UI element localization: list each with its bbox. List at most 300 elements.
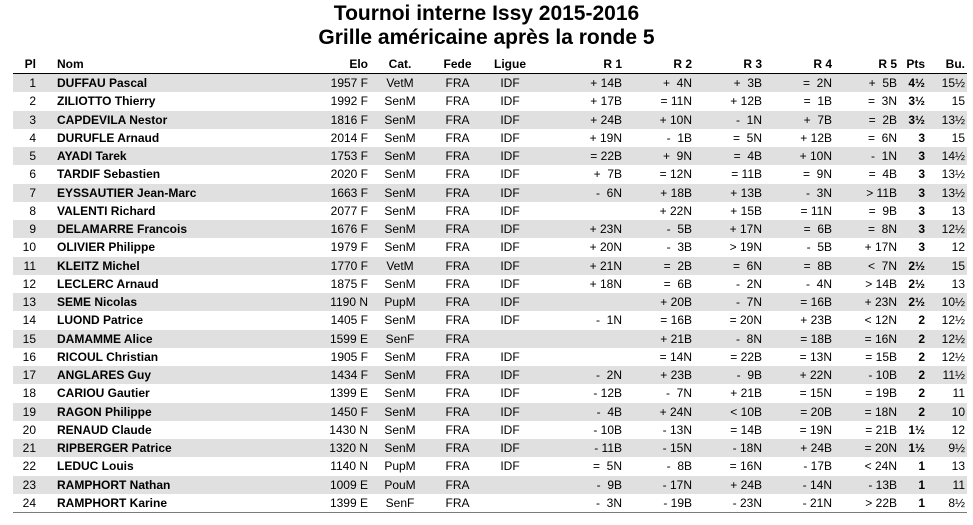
col-header-points: Pts: [897, 54, 927, 74]
cell-round-4: = 11N: [800, 203, 832, 218]
cell-category: SenM: [384, 276, 416, 291]
cell-round-5: - 1N: [832, 147, 897, 165]
cell-league: IDF: [500, 276, 520, 291]
table-row: [13, 366, 967, 384]
cell-category: SenM: [370, 366, 430, 384]
cell-round-1: + 7B: [593, 167, 622, 182]
cell-round-5: = 3N: [867, 94, 897, 109]
cell-round-2: - 15N: [622, 439, 692, 457]
cell-federation: FRA: [445, 276, 470, 291]
cell-buchholz: 11½: [927, 366, 967, 384]
cell-federation: FRA: [430, 403, 485, 421]
cell-category: SenM: [370, 403, 430, 421]
cell-round-5: > 11B: [832, 184, 897, 202]
cell-round-4: = 20B: [762, 403, 832, 421]
cell-buchholz: 12½: [927, 330, 967, 348]
cell-league: IDF: [500, 240, 520, 255]
cell-round-5: = 19B: [865, 386, 897, 401]
cell-place: 24: [22, 495, 36, 510]
cell-buchholz: 12½: [941, 349, 965, 364]
cell-points: 3: [918, 130, 925, 145]
cell-league: IDF: [500, 203, 520, 218]
cell-buchholz: 13: [951, 276, 965, 291]
cell-elo: 1434 F: [313, 366, 370, 384]
cell-round-1: [535, 348, 622, 366]
page-title: Tournoi interne Issy 2015-2016: [333, 2, 640, 25]
col-header-buchholz: Bu.: [927, 54, 967, 74]
cell-round-1: [535, 330, 622, 348]
cell-points: 3: [897, 147, 927, 165]
cell-place: 7: [13, 184, 40, 202]
cell-round-3: = 6N: [692, 257, 762, 275]
cell-elo: 1905 F: [330, 349, 368, 364]
cell-league: IDF: [500, 313, 520, 328]
cell-elo: 1450 F: [313, 403, 370, 421]
cell-federation: FRA: [430, 220, 485, 238]
cell-round-3: - 7N: [692, 293, 762, 311]
cell-round-2: + 24N: [622, 403, 692, 421]
cell-round-3: = 11B: [731, 167, 762, 182]
cell-points: 2: [897, 330, 927, 348]
table-row: [13, 384, 967, 402]
cell-points: 2½: [897, 257, 927, 275]
cell-place: 3: [13, 111, 40, 129]
cell-round-5: = 9B: [868, 203, 897, 218]
cell-round-1: - 10B: [593, 422, 622, 437]
table-row: [13, 439, 967, 457]
cell-round-4: = 16B: [762, 293, 832, 311]
cell-category: SenM: [370, 147, 430, 165]
cell-federation: FRA: [430, 184, 485, 202]
cell-round-2: - 7N: [665, 386, 692, 401]
cell-buchholz: 13: [951, 459, 965, 474]
cell-elo: 2020 F: [330, 167, 368, 182]
cell-buchholz: 12½: [941, 313, 965, 328]
cell-round-5: < 24N: [864, 459, 897, 474]
table-row: [13, 92, 967, 110]
cell-league: IDF: [485, 74, 535, 93]
cell-player-name: LEDUC Louis: [57, 459, 134, 474]
cell-federation: FRA: [445, 167, 470, 182]
cell-round-4: = 19N: [799, 422, 832, 437]
cell-place: 8: [29, 203, 36, 218]
cell-federation: FRA: [430, 476, 485, 494]
cell-federation: FRA: [430, 74, 485, 93]
cell-player-name: KLEITZ Michel: [40, 257, 313, 275]
cell-points: 2½: [897, 293, 927, 311]
cell-points: 2: [897, 366, 927, 384]
table-row: [13, 311, 967, 329]
cell-round-1: + 14B: [535, 74, 622, 93]
cell-round-1: - 1N: [595, 313, 622, 328]
cell-category: VetM: [370, 74, 430, 93]
cell-round-2: = 12N: [659, 167, 692, 182]
table-row: [13, 129, 967, 147]
cell-player-name: RAGON Philippe: [40, 403, 313, 421]
cell-round-2: + 10N: [622, 111, 692, 129]
cell-round-1: [535, 202, 622, 220]
cell-round-1: + 19N: [589, 130, 622, 145]
cell-round-2: + 21B: [622, 330, 692, 348]
cell-buchholz: 8½: [948, 495, 965, 510]
cell-round-3: = 5N: [732, 130, 762, 145]
cell-round-1: + 24B: [535, 111, 622, 129]
table-row: [13, 257, 967, 275]
cell-elo: 1992 F: [330, 94, 368, 109]
cell-place: 21: [13, 439, 40, 457]
cell-round-4: + 12B: [800, 130, 832, 145]
cell-round-1: + 18N: [589, 276, 622, 291]
cell-category: SenM: [384, 349, 416, 364]
cell-round-5: > 14B: [865, 276, 897, 291]
cell-elo: 1599 E: [313, 330, 370, 348]
cell-buchholz: 15: [927, 257, 967, 275]
cell-round-5: + 23N: [832, 293, 897, 311]
cell-points: 3: [897, 184, 927, 202]
cell-place: 9: [13, 220, 40, 238]
cell-elo: 1676 F: [313, 220, 370, 238]
cell-round-1: - 6N: [535, 184, 622, 202]
cell-buchholz: 11: [952, 386, 965, 401]
cell-federation: FRA: [445, 386, 470, 401]
table-row: [13, 74, 967, 93]
cell-round-3: - 1N: [692, 111, 762, 129]
cell-category: SenF: [385, 495, 415, 510]
cell-federation: FRA: [445, 495, 470, 510]
cell-round-4: + 7B: [762, 111, 832, 129]
cell-round-4: - 14N: [762, 476, 832, 494]
col-header-round-2: R 2: [622, 54, 692, 74]
cell-points: 3½: [908, 94, 925, 109]
cell-round-4: = 8B: [762, 257, 832, 275]
cell-round-2: + 22N: [659, 203, 692, 218]
cell-player-name: CAPDEVILA Nestor: [40, 111, 313, 129]
cell-federation: FRA: [445, 459, 470, 474]
cell-round-1: - 9B: [535, 476, 622, 494]
cell-federation: FRA: [445, 240, 470, 255]
cell-points: 2: [897, 403, 927, 421]
cell-round-5: - 10B: [832, 366, 897, 384]
cell-buchholz: 9½: [927, 439, 967, 457]
cell-buchholz: 10½: [927, 293, 967, 311]
cell-elo: 1770 F: [313, 257, 370, 275]
cell-category: SenM: [384, 386, 416, 401]
cell-elo: 1405 F: [330, 313, 368, 328]
cell-round-3: = 16N: [729, 459, 762, 474]
cell-round-3: = 4B: [692, 147, 762, 165]
cell-points: 2: [918, 386, 925, 401]
cell-place: 13: [13, 293, 40, 311]
cell-place: 1: [13, 74, 40, 93]
cell-place: 6: [29, 167, 36, 182]
cell-round-1: - 3N: [595, 495, 622, 510]
cell-round-3: = 20N: [729, 313, 762, 328]
cell-round-4: - 17B: [803, 459, 832, 474]
cell-round-3: + 24B: [692, 476, 762, 494]
table-header-row: [13, 54, 967, 74]
table-row: [13, 421, 967, 439]
cell-round-1: + 17B: [590, 94, 622, 109]
cell-federation: FRA: [445, 130, 470, 145]
cell-round-2: + 9N: [622, 147, 692, 165]
cell-federation: FRA: [430, 366, 485, 384]
cell-player-name: LUOND Patrice: [57, 313, 144, 328]
cell-player-name: DURUFLE Arnaud: [57, 130, 160, 145]
cell-round-5: - 13B: [832, 476, 897, 494]
cell-round-2: = 16B: [660, 313, 692, 328]
cell-round-2: - 1B: [666, 130, 692, 145]
cell-elo: 1190 N: [313, 293, 370, 311]
cell-federation: FRA: [430, 257, 485, 275]
cell-round-3: + 15B: [730, 203, 762, 218]
cell-place: 16: [22, 349, 36, 364]
cell-round-3: + 12B: [730, 94, 762, 109]
cell-buchholz: 13½: [927, 184, 967, 202]
cell-category: VetM: [370, 257, 430, 275]
table-row: [13, 220, 967, 238]
cell-player-name: TARDIF Sebastien: [57, 167, 161, 182]
cell-place: 20: [22, 422, 36, 437]
cell-round-2: + 20B: [622, 293, 692, 311]
col-header-elo: Elo: [313, 54, 370, 74]
col-header-category: Cat.: [370, 54, 430, 74]
cell-round-4: = 13N: [799, 349, 832, 364]
cell-federation: FRA: [430, 111, 485, 129]
cell-federation: FRA: [445, 349, 470, 364]
cell-points: 1: [918, 459, 925, 474]
cell-round-4: + 10N: [762, 147, 832, 165]
cell-place: 14: [22, 313, 36, 328]
cell-league: IDF: [500, 130, 520, 145]
cell-buchholz: 12: [951, 422, 965, 437]
cell-round-1: + 21N: [535, 257, 622, 275]
cell-category: SenM: [384, 313, 416, 328]
cell-round-5: = 15B: [865, 349, 897, 364]
cell-buchholz: 11: [927, 476, 967, 494]
table-row: [13, 165, 967, 183]
table-row: [13, 457, 967, 475]
cell-round-5: < 12N: [864, 313, 897, 328]
cell-elo: 1816 F: [313, 111, 370, 129]
standings-table: [13, 54, 967, 513]
cell-points: 3: [897, 220, 927, 238]
cell-elo: 1753 F: [313, 147, 370, 165]
cell-round-4: + 24B: [762, 439, 832, 457]
cell-round-5: > 22B: [865, 495, 897, 510]
cell-player-name: OLIVIER Philippe: [57, 240, 156, 255]
table-row: [13, 494, 967, 513]
cell-round-5: = 4B: [868, 167, 897, 182]
col-header-round-5: R 5: [832, 54, 897, 74]
cell-buchholz: 15: [951, 94, 965, 109]
cell-round-3: + 21B: [730, 386, 762, 401]
col-header-federation: Fede: [430, 54, 485, 74]
cell-player-name: RAMPHORT Karine: [57, 495, 168, 510]
cell-elo: 1140 N: [330, 459, 368, 474]
cell-league: IDF: [500, 349, 520, 364]
cell-points: 4½: [897, 74, 927, 93]
cell-round-4: = 6B: [762, 220, 832, 238]
cell-league: IDF: [485, 403, 535, 421]
cell-round-3: = 14B: [730, 422, 762, 437]
table-row: [13, 202, 967, 220]
cell-place: 12: [22, 276, 36, 291]
cell-federation: FRA: [430, 439, 485, 457]
cell-league: IDF: [500, 459, 520, 474]
cell-category: SenM: [384, 167, 416, 182]
cell-round-1: - 11B: [535, 439, 622, 457]
cell-elo: 1320 N: [313, 439, 370, 457]
cell-round-2: + 23B: [622, 366, 692, 384]
cell-round-2: = 6B: [663, 276, 692, 291]
cell-place: 23: [13, 476, 40, 494]
cell-category: PupM: [384, 459, 416, 474]
cell-round-4: - 21N: [802, 495, 832, 510]
page-subtitle: Grille américaine après la ronde 5: [318, 26, 655, 49]
cell-points: 3: [918, 203, 925, 218]
cell-round-4: - 3N: [762, 184, 832, 202]
cell-round-3: - 9B: [692, 366, 762, 384]
cell-buchholz: 12½: [927, 220, 967, 238]
cell-federation: FRA: [445, 203, 470, 218]
cell-category: SenM: [384, 94, 416, 109]
cell-league: IDF: [485, 147, 535, 165]
cell-round-3: + 13B: [692, 184, 762, 202]
cell-player-name: DUFFAU Pascal: [40, 74, 313, 93]
cell-category: SenF: [370, 330, 430, 348]
cell-place: 4: [29, 130, 36, 145]
cell-category: PouM: [370, 476, 430, 494]
cell-round-1: = 22B: [535, 147, 622, 165]
table-row: [13, 293, 967, 311]
cell-round-1: - 2N: [535, 366, 622, 384]
cell-elo: 1957 F: [313, 74, 370, 93]
cell-player-name: VALENTI Richard: [57, 203, 156, 218]
cell-buchholz: 15: [951, 130, 965, 145]
cell-league: IDF: [500, 167, 520, 182]
cell-place: 18: [22, 386, 36, 401]
cell-league: IDF: [485, 293, 535, 311]
table-row: [13, 330, 967, 348]
cell-points: 1: [918, 495, 925, 510]
cell-round-2: - 17N: [622, 476, 692, 494]
cell-elo: 1399 E: [329, 495, 368, 510]
cell-player-name: EYSSAUTIER Jean-Marc: [40, 184, 313, 202]
cell-round-5: = 21B: [865, 422, 897, 437]
cell-round-2: - 3B: [666, 240, 692, 255]
table-row: [13, 111, 967, 129]
cell-round-3: < 10B: [692, 403, 762, 421]
cell-elo: 1663 F: [313, 184, 370, 202]
cell-round-2: - 19B: [663, 495, 692, 510]
cell-federation: FRA: [445, 422, 470, 437]
cell-league: IDF: [485, 257, 535, 275]
cell-league: [485, 476, 535, 494]
cell-league: IDF: [500, 422, 520, 437]
cell-points: 3: [918, 167, 925, 182]
table-row: [13, 275, 967, 293]
table-row: [13, 476, 967, 494]
cell-round-2: = 11N: [660, 94, 692, 109]
cell-round-3: - 2N: [735, 276, 762, 291]
cell-federation: FRA: [430, 147, 485, 165]
cell-round-1: - 12B: [593, 386, 622, 401]
col-header-name: Nom: [40, 54, 313, 74]
cell-league: IDF: [485, 184, 535, 202]
cell-round-4: = 18B: [762, 330, 832, 348]
cell-round-1: + 20N: [589, 240, 622, 255]
cell-round-4: + 23B: [800, 313, 832, 328]
cell-player-name: RENAUD Claude: [57, 422, 152, 437]
cell-player-name: RIPBERGER Patrice: [40, 439, 313, 457]
cell-round-3: + 3B: [692, 74, 762, 93]
cell-elo: 1009 E: [313, 476, 370, 494]
cell-category: PupM: [370, 293, 430, 311]
cell-round-3: + 17N: [692, 220, 762, 238]
cell-player-name: ANGLARES Guy: [40, 366, 313, 384]
cell-player-name: DELAMARRE Francois: [40, 220, 313, 238]
cell-buchholz: 10: [927, 403, 967, 421]
cell-league: IDF: [485, 439, 535, 457]
cell-round-2: - 5B: [622, 220, 692, 238]
cell-round-2: = 14N: [659, 349, 692, 364]
cell-elo: 2077 F: [330, 203, 368, 218]
cell-player-name: AYADI Tarek: [40, 147, 313, 165]
cell-round-2: - 13N: [662, 422, 692, 437]
cell-points: 1: [897, 476, 927, 494]
cell-round-5: = 18N: [832, 403, 897, 421]
cell-category: SenM: [370, 220, 430, 238]
cell-points: 1½: [908, 422, 925, 437]
cell-player-name: LECLERC Arnaud: [57, 276, 159, 291]
cell-player-name: DAMAMME Alice: [40, 330, 313, 348]
cell-points: 1½: [897, 439, 927, 457]
cell-league: IDF: [485, 366, 535, 384]
cell-place: 2: [29, 94, 36, 109]
cell-elo: 1430 N: [329, 422, 368, 437]
cell-round-3: - 8N: [692, 330, 762, 348]
cell-round-5: + 5B: [832, 74, 897, 93]
col-header-league: Ligue: [485, 54, 535, 74]
cell-federation: FRA: [445, 94, 470, 109]
cell-place: 5: [13, 147, 40, 165]
cell-round-2: - 8B: [666, 459, 692, 474]
cell-buchholz: 15½: [927, 74, 967, 93]
table-row: [13, 403, 967, 421]
cell-buchholz: 12: [951, 240, 965, 255]
table-row: [13, 147, 967, 165]
cell-points: 2: [918, 313, 925, 328]
cell-league: IDF: [485, 111, 535, 129]
cell-round-5: < 7N: [832, 257, 897, 275]
col-header-place: Pl: [13, 54, 40, 74]
cell-elo: 1399 E: [329, 386, 368, 401]
cell-round-1: - 4B: [535, 403, 622, 421]
cell-round-4: - 4N: [805, 276, 832, 291]
cell-place: 17: [13, 366, 40, 384]
cell-round-5: = 8N: [832, 220, 897, 238]
cell-league: IDF: [500, 386, 520, 401]
cell-round-5: = 20N: [832, 439, 897, 457]
cell-elo: 2014 F: [330, 130, 368, 145]
cell-elo: 1875 F: [330, 276, 368, 291]
cell-player-name: CARIOU Gautier: [57, 386, 150, 401]
cell-buchholz: 13½: [941, 167, 965, 182]
cell-category: SenM: [384, 130, 416, 145]
cell-round-1: + 23N: [535, 220, 622, 238]
cell-league: IDF: [485, 220, 535, 238]
cell-elo: 1979 F: [330, 240, 368, 255]
